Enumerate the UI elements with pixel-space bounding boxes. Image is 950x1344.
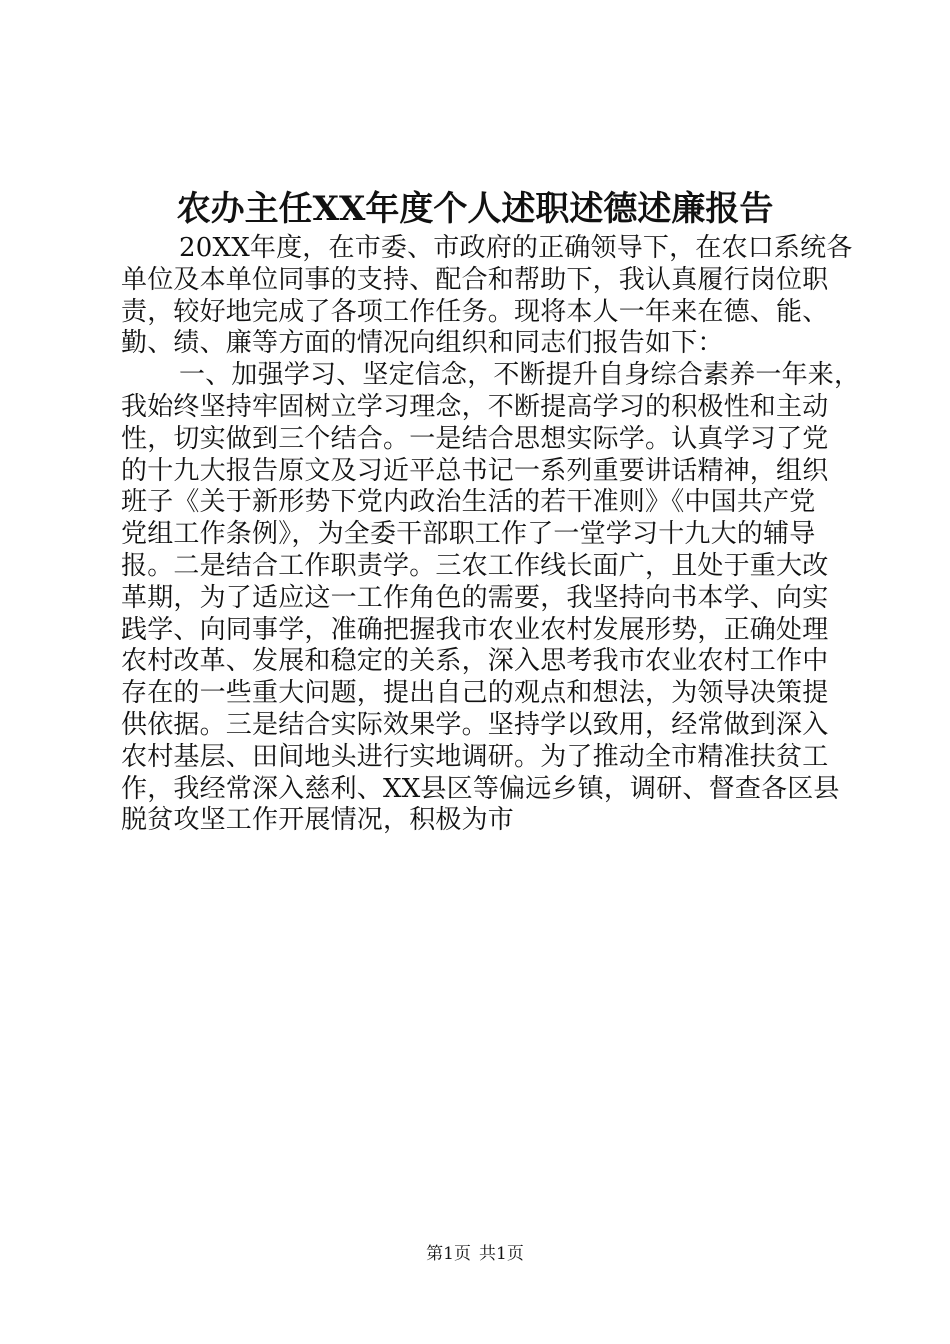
paragraph-line: 单位及本单位同事的支持、配合和帮助下，我认真履行岗位职 (121, 264, 829, 295)
paragraph-line: 责，较好地完成了各项工作任务。现将本人一年来在德、能、 (121, 296, 829, 327)
paragraph-line: 践学、向同事学，准确把握我市农业农村发展形势，正确处理 (121, 614, 829, 645)
paragraph-line: 的十九大报告原文及习近平总书记一系列重要讲话精神，组织 (121, 455, 829, 486)
paragraph-line: 一、加强学习、坚定信念，不断提升自身综合素养一年来， (179, 360, 861, 391)
page-number-total: 共1页 (479, 1244, 524, 1264)
page-number-current: 第1页 (426, 1244, 471, 1264)
paragraph-line: 班子《关于新形势下党内政治生活的若干准则》《中国共产党 (121, 487, 816, 518)
paragraph-line: 20XX年度，在市委、市政府的正确领导下，在农口系统各 (179, 233, 853, 263)
paragraph-line: 革期，为了适应这一工作角色的需要，我坚持向书本学、向实 (121, 582, 829, 613)
paragraph-line: 作，我经常深入慈利、XX县区等偏远乡镇，调研、督查各区县 (121, 773, 840, 804)
paragraph-line: 脱贫攻坚工作开展情况，积极为市 (121, 805, 515, 836)
page-footer (0, 1242, 950, 1266)
document-title: 农办主任XX年度个人述职述德述廉报告 (176, 189, 774, 229)
paragraph-line: 我始终坚持牢固树立学习理念，不断提高学习的积极性和主动 (121, 391, 829, 422)
paragraph-line: 农村基层、田间地头进行实地调研。为了推动全市精准扶贫工 (121, 741, 829, 772)
paragraph-line: 党组工作条例》，为全委干部职工作了一堂学习十九大的辅导 (121, 519, 816, 550)
paragraph-line: 存在的一些重大问题，提出自己的观点和想法，为领导决策提 (121, 678, 829, 709)
paragraph-line: 供依据。三是结合实际效果学。坚持学以致用，经常做到深入 (121, 709, 829, 740)
paragraph-line: 报。二是结合工作职责学。三农工作线长面广，且处于重大改 (121, 550, 829, 581)
paragraph-line: 性，切实做到三个结合。一是结合思想实际学。认真学习了党 (121, 423, 829, 454)
paragraph-line: 勤、绩、廉等方面的情况向组织和同志们报告如下： (121, 328, 724, 359)
paragraph-line: 农村改革、发展和稳定的关系，深入思考我市农业农村工作中 (121, 646, 829, 677)
document-body (121, 233, 861, 837)
